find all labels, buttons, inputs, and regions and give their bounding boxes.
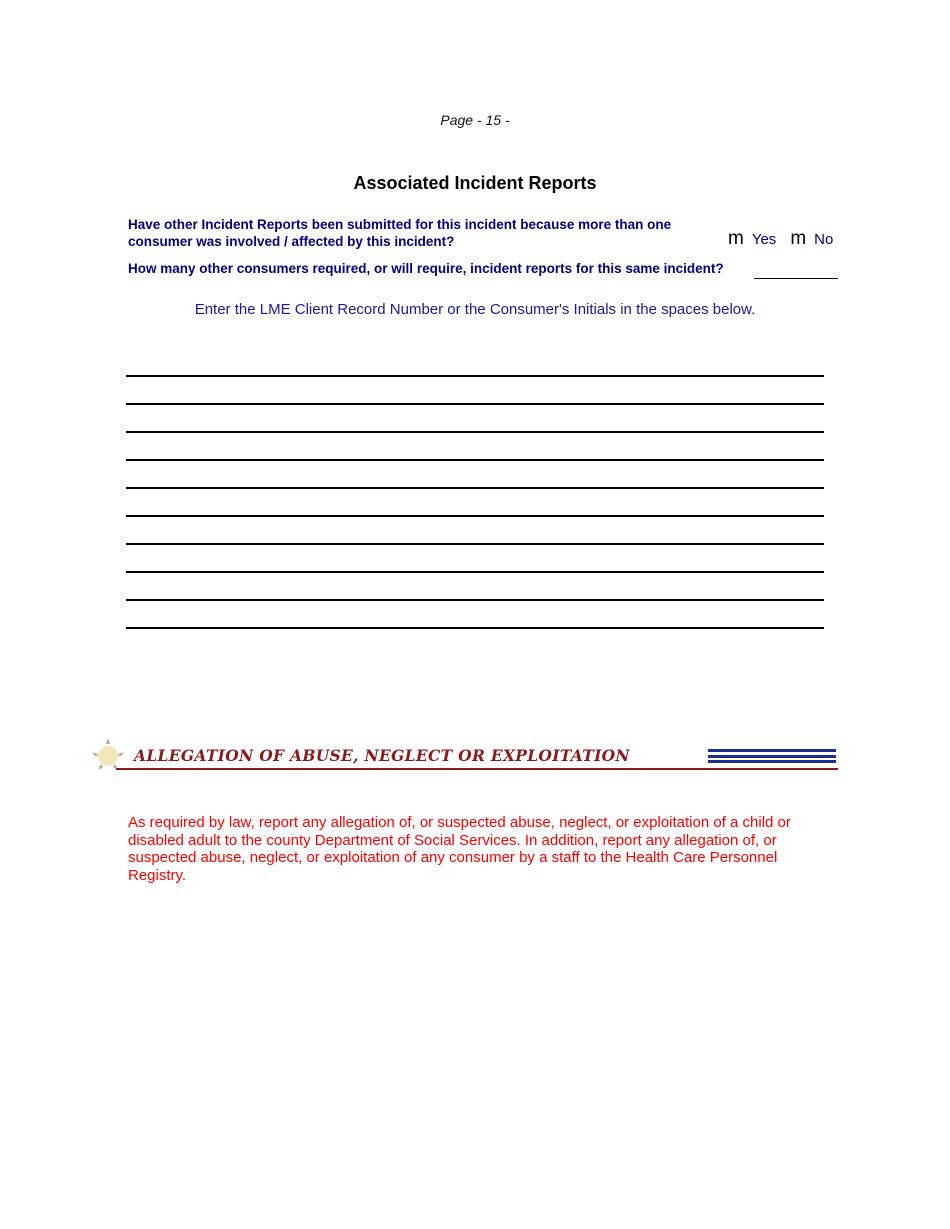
allegation-banner-title: ALLEGATION OF ABUSE, NEGLECT OR EXPLOITATION: [134, 746, 630, 765]
radio-yes-icon[interactable]: m: [728, 228, 744, 249]
client-record-line[interactable]: [126, 517, 824, 545]
page-number: Page - 15 -: [440, 112, 510, 128]
client-record-line[interactable]: [126, 573, 824, 601]
client-record-line[interactable]: [126, 377, 824, 405]
allegation-banner: [88, 734, 838, 774]
star-icon: [88, 736, 128, 772]
radio-no-icon[interactable]: m: [790, 228, 807, 249]
radio-yes[interactable]: [728, 228, 776, 250]
client-record-line[interactable]: [126, 433, 824, 461]
client-record-line[interactable]: [126, 349, 824, 377]
entry-instruction: Enter the LME Client Record Number or the Consumer's Initials in the spaces below.: [194, 301, 756, 318]
client-record-line[interactable]: [126, 405, 824, 433]
legal-notice: As required by law, report any allegation of, or suspected abuse, neglect, or exploitation of a child or disabled adult to the county Department of Social Services. In addition, report any allegation of, or suspected abuse, neglect, or exploitation of any consumer by a staff to the Health Care Personnel Registry.: [128, 814, 791, 884]
other-reports-question: Have other Incident Reports been submitted for this incident because more than one consumer was involved / affected by this incident?: [128, 217, 672, 249]
consumer-count-field[interactable]: [754, 262, 838, 279]
client-record-line[interactable]: [126, 601, 824, 629]
radio-no-label: No: [814, 231, 834, 248]
banner-underline: [116, 768, 838, 770]
section-title: Associated Incident Reports: [353, 173, 597, 193]
client-record-line[interactable]: [126, 461, 824, 489]
client-record-line[interactable]: [126, 489, 824, 517]
radio-yes-label: Yes: [751, 231, 777, 248]
banner-stripes: [708, 749, 836, 767]
other-reports-radio-group: [728, 228, 833, 250]
consumer-count-question: How many other consumers required, or will require, incident reports for this same incident?: [128, 261, 724, 276]
client-record-entry-list: [126, 349, 824, 629]
radio-no[interactable]: [790, 228, 833, 250]
client-record-line[interactable]: [126, 545, 824, 573]
